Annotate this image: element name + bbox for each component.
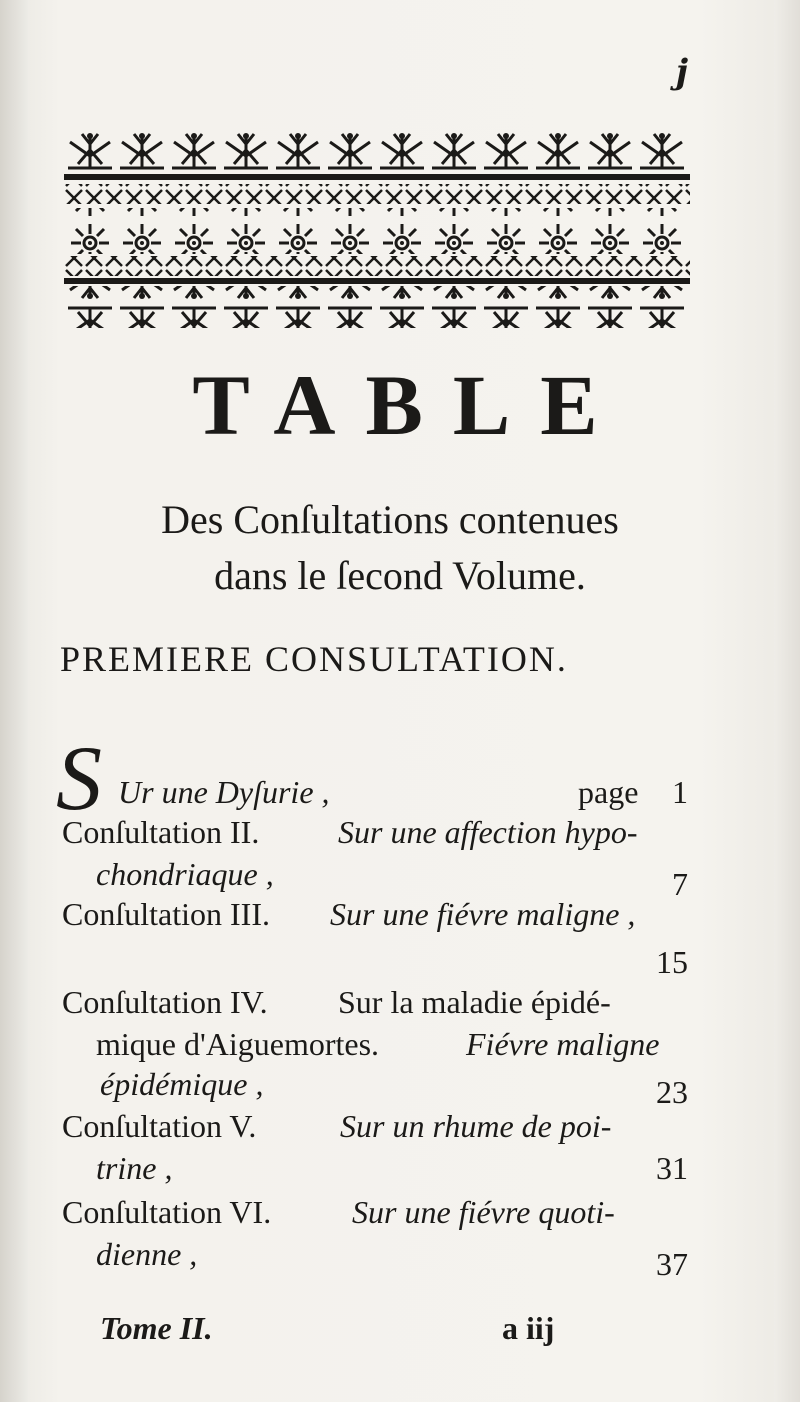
entry-title-continued: épidémique , bbox=[100, 1066, 264, 1102]
entry-page: 37 bbox=[656, 1246, 688, 1282]
entry-page: 1 bbox=[672, 774, 688, 810]
entry-page: 15 bbox=[656, 944, 688, 980]
subtitle-line-2: dans le ſecond Volume. bbox=[214, 553, 586, 598]
entry-prefix: Conſultation III. bbox=[62, 896, 270, 932]
entry-title: Ur une Dyſurie , bbox=[118, 774, 330, 810]
folio-number: j bbox=[675, 52, 688, 92]
entry-page: 7 bbox=[672, 866, 688, 902]
page-edge bbox=[774, 0, 800, 1402]
entry-title-continued: Fiévre maligne bbox=[466, 1026, 660, 1062]
entry-title: Sur la maladie épidé- bbox=[338, 984, 611, 1020]
entry-title-continued: chondriaque , bbox=[96, 856, 274, 892]
signature-mark: a iij bbox=[502, 1310, 555, 1346]
page-label: page bbox=[578, 774, 639, 810]
entry-page: 23 bbox=[656, 1074, 688, 1110]
headpiece-ornament bbox=[64, 128, 690, 328]
section-heading: PREMIERE CONSULTATION. bbox=[60, 639, 568, 679]
entry-page: 31 bbox=[656, 1150, 688, 1186]
volume-footer: Tome II. bbox=[100, 1310, 213, 1346]
subtitle-line-1: Des Conſultations contenues bbox=[161, 497, 619, 542]
drop-cap: S bbox=[56, 727, 102, 829]
entry-title: Sur une fiévre quoti- bbox=[352, 1194, 615, 1230]
entry-title-continued: trine , bbox=[96, 1150, 173, 1186]
page-title: TABLE bbox=[192, 357, 628, 453]
entry-title-continued: dienne , bbox=[96, 1236, 198, 1272]
entry-prefix: Conſultation II. bbox=[62, 814, 260, 850]
entry-prefix: Conſultation VI. bbox=[62, 1194, 272, 1230]
page-gutter bbox=[0, 0, 28, 1402]
entry-prefix: Conſultation V. bbox=[62, 1108, 257, 1144]
entry-title: Sur une fiévre maligne , bbox=[330, 896, 636, 932]
entry-prefix: Conſultation IV. bbox=[62, 984, 268, 1020]
entry-title: Sur un rhume de poi- bbox=[340, 1108, 612, 1144]
entry-title-continued: mique d'Aiguemortes. bbox=[96, 1026, 380, 1062]
entry-title: Sur une affection hypo- bbox=[338, 814, 638, 850]
